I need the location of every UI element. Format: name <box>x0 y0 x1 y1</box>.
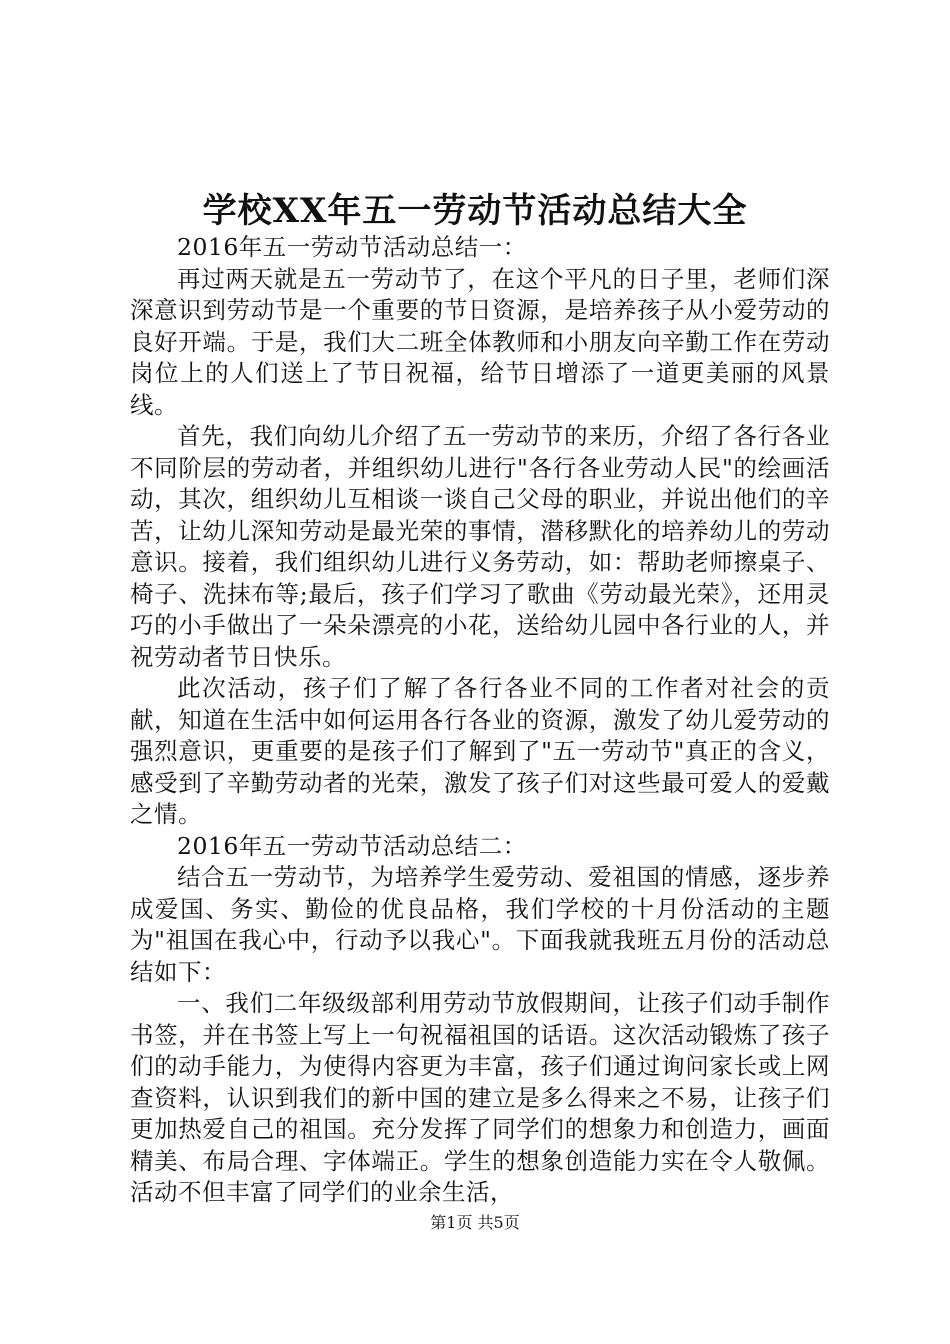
paragraph: 2016年五一劳动节活动总结一： <box>177 233 527 261</box>
paragraph: 首先，我们向幼儿介绍了五一劳动节的来历，介绍了各行各业不同阶层的劳动者，并组织幼儿进行"各行各业劳动人民"的绘画活动，其次，组织幼儿互相谈一谈自己父母的职业，并说出他们的辛苦，让幼儿深知劳动是最光荣的事情，潜移默化的培养幼儿的劳动意识。接着，我们组织幼儿进行义务劳动，如：帮助老师擦桌子、椅子、洗抹布等;最后，孩子们学习了歌曲《劳动最光荣》，还用灵巧的小手做出了一朵朵漂亮的小花，送给幼儿园中各行业的人，并祝劳动者节日快乐。 <box>130 422 830 671</box>
paragraph: 此次活动，孩子们了解了各行各业不同的工作者对社会的贡献，知道在生活中如何运用各行各业的资源，激发了幼儿爱劳动的强烈意识，更重要的是孩子们了解到了"五一劳动节"真正的含义，感受到了辛勤劳动者的光荣，激发了孩子们对这些最可爱人的爱戴之情。 <box>130 674 830 828</box>
paragraph: 一、我们二年级级部利用劳动节放假期间，让孩子们动手制作书签，并在书签上写上一句祝福祖国的话语。这次活动锻炼了孩子们的动手能力，为使得内容更为丰富，孩子们通过询问家长或上网查资料，认识到我们的新中国的建立是多么得来之不易，让孩子们更加热爱自己的祖国。充分发挥了同学们的想象力和创造力，画面精美、布局合理、字体端正。学生的想象创造能力实在令人敬佩。活动不但丰富了同学们的业余生活， <box>130 989 830 1206</box>
document-body <box>130 232 830 1209</box>
paragraph: 结合五一劳动节，为培养学生爱劳动、爱祖国的情感，逐步养成爱国、务实、勤俭的优良品格，我们学校的十月份活动的主题为"祖国在我心中，行动予以我心"。下面我就我班五月份的活动总结如下： <box>130 863 830 986</box>
page-footer: 第1页 共5页 <box>430 1213 520 1232</box>
paragraph: 2016年五一劳动节活动总结二： <box>177 831 527 860</box>
document-title: 学校XX年五一劳动节活动总结大全 <box>202 191 748 231</box>
paragraph: 再过两天就是五一劳动节了，在这个平凡的日子里，老师们深深意识到劳动节是一个重要的节日资源，是培养孩子从小爱劳动的良好开端。于是，我们大二班全体教师和小朋友向辛勤工作在劳动岗位上的人们送上了节日祝福，给节日增添了一道更美丽的风景线。 <box>130 264 830 419</box>
